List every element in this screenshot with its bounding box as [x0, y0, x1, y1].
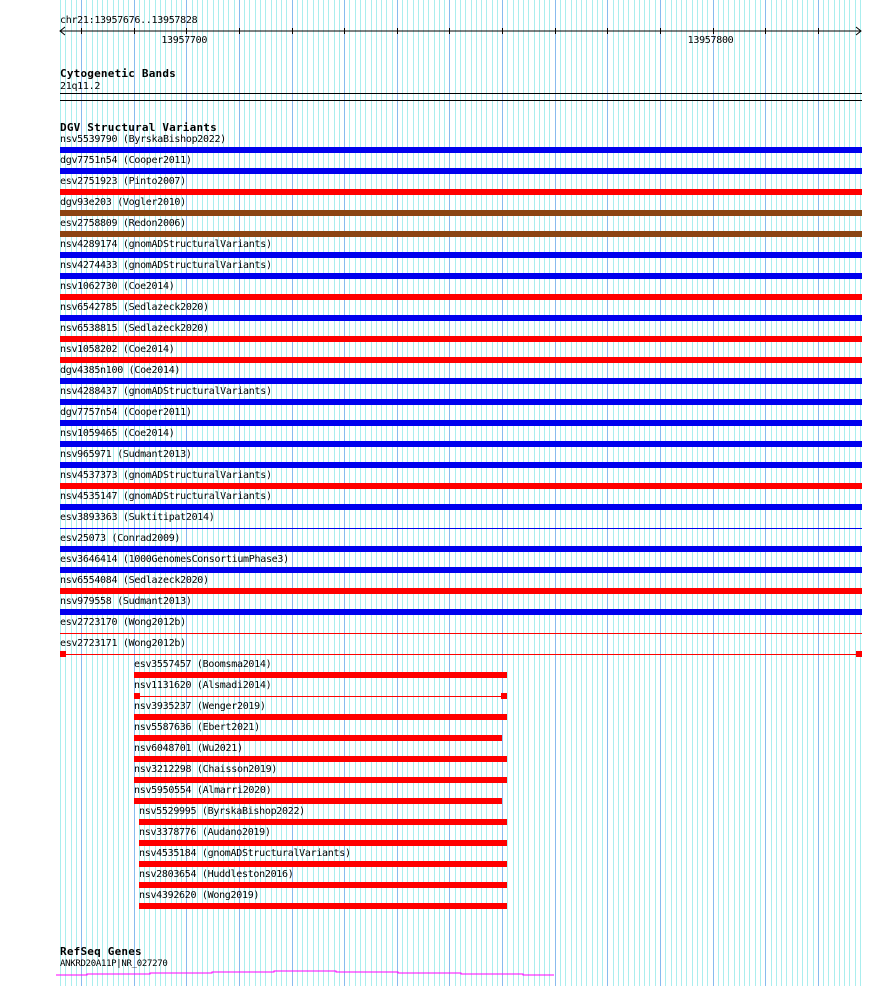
variant-feature-bar[interactable] [60, 504, 862, 510]
variant-feature-bar[interactable] [60, 210, 862, 216]
variant-feature-bar[interactable] [60, 441, 862, 447]
variant-feature-bar[interactable] [139, 819, 507, 825]
ruler-tick-label: 13957800 [687, 35, 734, 46]
variant-feature-bar[interactable] [60, 567, 862, 573]
variant-label[interactable]: nsv4535147 (gnomADStructuralVariants) [60, 491, 272, 502]
refseq-track-title[interactable]: RefSeq Genes [60, 945, 142, 958]
cytoband-bottom-border [60, 100, 862, 101]
variant-feature-bar[interactable] [60, 588, 862, 594]
variant-feature-bar[interactable] [139, 861, 507, 867]
variant-label[interactable]: esv2758809 (Redon2006) [60, 218, 186, 229]
variant-label[interactable]: nsv6538815 (Sedlazeck2020) [60, 323, 209, 334]
variant-feature-bar[interactable] [60, 528, 862, 529]
variant-label[interactable]: nsv1058202 (Coe2014) [60, 344, 175, 355]
variant-feature-bar[interactable] [60, 609, 862, 615]
variant-feature-bar[interactable] [60, 378, 862, 384]
variant-end-box [501, 693, 507, 699]
variant-feature-bar[interactable] [60, 399, 862, 405]
variant-label[interactable]: nsv1131620 (Alsmadi2014) [134, 680, 272, 691]
variant-label[interactable]: esv3893363 (Suktitipat2014) [60, 512, 215, 523]
variant-label[interactable]: esv25073 (Conrad2009) [60, 533, 181, 544]
variant-end-box [134, 693, 140, 699]
variant-feature-bar[interactable] [60, 546, 862, 552]
variant-label[interactable]: nsv4288437 (gnomADStructuralVariants) [60, 386, 272, 397]
variant-label[interactable]: nsv965971 (Sudmant2013) [60, 449, 192, 460]
variant-feature-bar[interactable] [139, 903, 507, 909]
variant-feature-bar[interactable] [60, 189, 862, 195]
variant-label[interactable]: nsv3935237 (Wenger2019) [134, 701, 266, 712]
variant-feature-bar[interactable] [139, 882, 507, 888]
variant-feature-bar[interactable] [134, 756, 507, 762]
cytoband-track-title[interactable]: Cytogenetic Bands [60, 67, 176, 80]
variant-feature-bar[interactable] [139, 840, 507, 846]
variant-label[interactable]: esv2723171 (Wong2012b) [60, 638, 186, 649]
variant-label[interactable]: nsv1059465 (Coe2014) [60, 428, 175, 439]
variant-label[interactable]: dgv4385n100 (Coe2014) [60, 365, 181, 376]
variant-label[interactable]: dgv7757n54 (Cooper2011) [60, 407, 192, 418]
variant-label[interactable]: esv2723170 (Wong2012b) [60, 617, 186, 628]
variant-label[interactable]: dgv93e203 (Vogler2010) [60, 197, 186, 208]
variant-label[interactable]: dgv7751n54 (Cooper2011) [60, 155, 192, 166]
variant-feature-bar[interactable] [60, 420, 862, 426]
base-ruler[interactable] [0, 24, 890, 38]
variant-feature-bar[interactable] [60, 294, 862, 300]
refseq-gene-label[interactable]: ANKRD20A11P|NR_027270 [60, 959, 168, 969]
variant-end-box [856, 651, 862, 657]
cytoband-label: 21q11.2 [60, 81, 101, 92]
variant-feature-bar[interactable] [60, 147, 862, 153]
variant-label[interactable]: nsv979558 (Sudmant2013) [60, 596, 192, 607]
dgv-track-title[interactable]: DGV Structural Variants [60, 121, 217, 134]
variant-label[interactable]: nsv4289174 (gnomADStructuralVariants) [60, 239, 272, 250]
variant-feature-bar[interactable] [134, 798, 502, 804]
variant-label[interactable]: nsv5529995 (ByrskaBishop2022) [139, 806, 305, 817]
variant-feature-bar[interactable] [60, 168, 862, 174]
variant-label[interactable]: esv3557457 (Boomsma2014) [134, 659, 272, 670]
variant-label[interactable]: nsv4392620 (Wong2019) [139, 890, 260, 901]
variant-feature-bar[interactable] [60, 231, 862, 237]
variant-feature-bar[interactable] [134, 696, 507, 697]
variant-feature-bar[interactable] [60, 654, 862, 655]
variant-label[interactable]: nsv6542785 (Sedlazeck2020) [60, 302, 209, 313]
variant-feature-bar[interactable] [60, 357, 862, 363]
variant-label[interactable]: nsv5587636 (Ebert2021) [134, 722, 260, 733]
variant-feature-bar[interactable] [134, 735, 502, 741]
variant-feature-bar[interactable] [134, 777, 507, 783]
variant-feature-bar[interactable] [60, 315, 862, 321]
variant-feature-bar[interactable] [134, 714, 507, 720]
variant-feature-bar[interactable] [60, 483, 862, 489]
variant-label[interactable]: nsv6048701 (Wu2021) [134, 743, 243, 754]
refseq-gene-feature[interactable] [0, 966, 890, 980]
variant-label[interactable]: nsv4535184 (gnomADStructuralVariants) [139, 848, 351, 859]
ruler-tick-label: 13957700 [161, 35, 208, 46]
variant-feature-bar[interactable] [60, 252, 862, 258]
variant-label[interactable]: nsv1062730 (Coe2014) [60, 281, 175, 292]
variant-label[interactable]: nsv4274433 (gnomADStructuralVariants) [60, 260, 272, 271]
position-label: chr21:13957676..13957828 [60, 15, 198, 26]
variant-label[interactable]: nsv3378776 (Audano2019) [139, 827, 271, 838]
variant-label[interactable]: nsv6554084 (Sedlazeck2020) [60, 575, 209, 586]
variant-label[interactable]: esv2751923 (Pinto2007) [60, 176, 186, 187]
variant-feature-bar[interactable] [134, 672, 507, 678]
variant-label[interactable]: nsv5950554 (Almarri2020) [134, 785, 272, 796]
variant-label[interactable]: nsv5539790 (ByrskaBishop2022) [60, 134, 226, 145]
variant-feature-bar[interactable] [60, 633, 862, 634]
variant-label[interactable]: nsv4537373 (gnomADStructuralVariants) [60, 470, 272, 481]
variant-label[interactable]: nsv3212298 (Chaisson2019) [134, 764, 278, 775]
cytoband-top-border [60, 93, 862, 94]
variant-label[interactable]: nsv2803654 (Huddleston2016) [139, 869, 294, 880]
variant-feature-bar[interactable] [60, 336, 862, 342]
variant-end-box [60, 651, 66, 657]
variant-feature-bar[interactable] [60, 462, 862, 468]
variant-label[interactable]: esv3646414 (1000GenomesConsortiumPhase3) [60, 554, 289, 565]
variant-feature-bar[interactable] [60, 273, 862, 279]
